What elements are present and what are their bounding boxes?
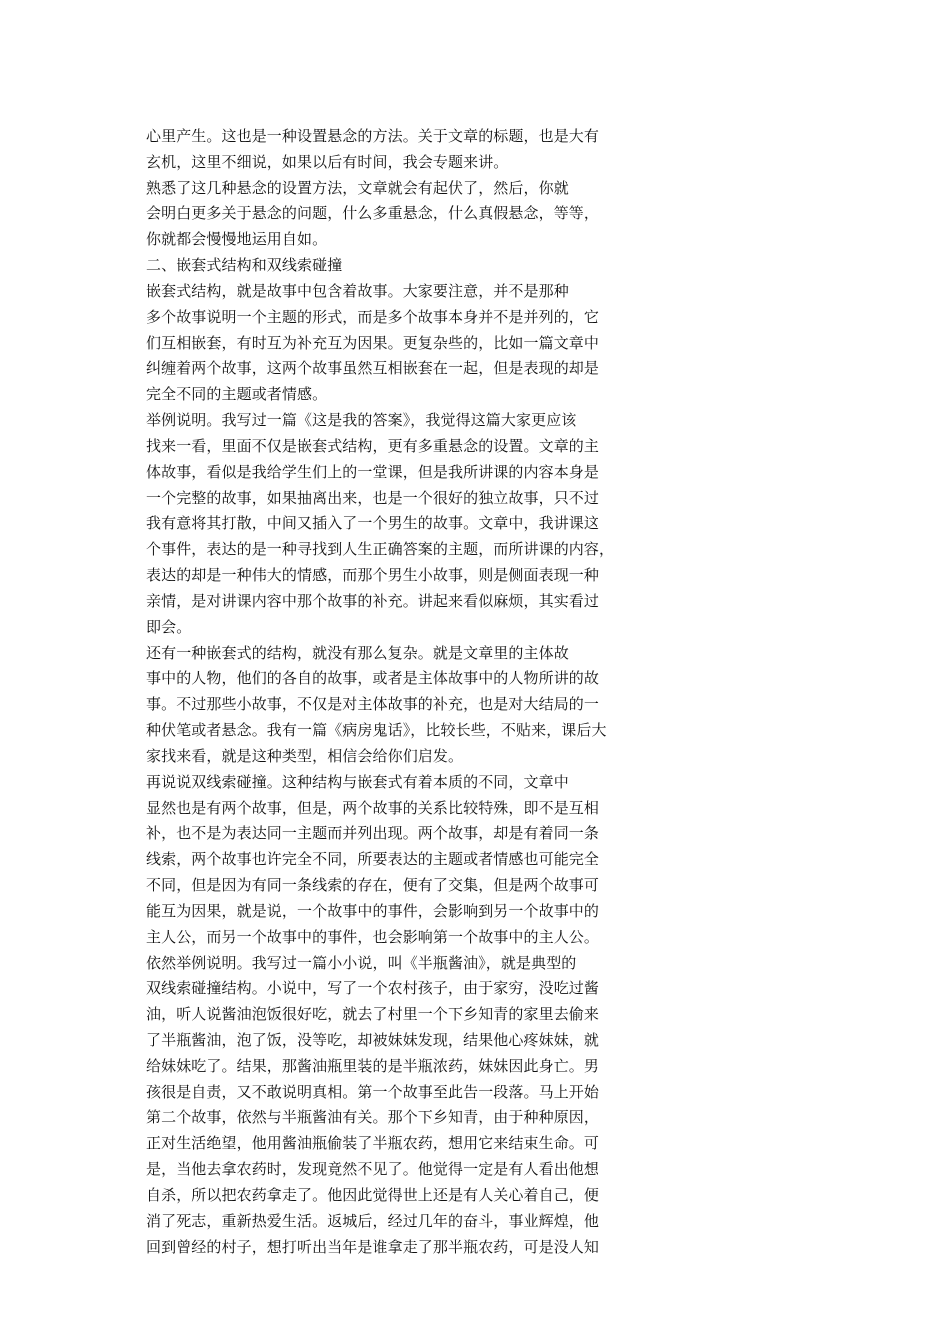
- text-line: 多个故事说明一个主题的形式，而是多个故事本身并不是并列的，它: [146, 307, 600, 326]
- text-line: 还有一种嵌套式的结构，就没有那么复杂。就是文章里的主体故: [146, 643, 569, 662]
- text-line: 种伏笔或者悬念。我有一篇《病房鬼话》，比较长些，不贴来，课后大: [146, 721, 607, 740]
- text-line: 表达的却是一种伟大的情感，而那个男生小故事，则是侧面表现一种: [146, 566, 600, 585]
- text-line: 是，当他去拿农药时，发现竟然不见了。他觉得一定是有人看出他想: [146, 1160, 600, 1179]
- text-line: 个事件，表达的是一种寻找到人生正确答案的主题，而所讲课的内容，: [146, 540, 615, 559]
- text-line: 能互为因果，就是说，一个故事中的事件，会影响到另一个故事中的: [146, 901, 600, 920]
- text-line: 一个完整的故事，如果抽离出来，也是一个很好的独立故事，只不过: [146, 488, 600, 507]
- text-line: 事。不过那些小故事，不仅是对主体故事的补充，也是对大结局的一: [146, 695, 600, 714]
- text-line: 线索，两个故事也许完全不同，所要表达的主题或者情感也可能完全: [146, 850, 600, 869]
- text-line: 补，也不是为表达同一主题而并列出现。两个故事，却是有着同一条: [146, 824, 600, 843]
- text-line: 熟悉了这几种悬念的设置方法，文章就会有起伏了，然后，你就: [146, 178, 569, 197]
- text-line: 心里产生。这也是一种设置悬念的方法。关于文章的标题，也是大有: [146, 127, 600, 145]
- text-line: 家找来看，就是这种类型，相信会给你们启发。: [146, 746, 464, 765]
- text-line: 玄机，这里不细说，如果以后有时间，我会专题来讲。: [146, 152, 509, 171]
- text-line: 完全不同的主题或者情感。: [146, 385, 328, 404]
- text-line: 消了死志，重新热爱生活。返城后，经过几年的奋斗，事业辉煌，他: [146, 1211, 600, 1230]
- text-line: 体故事，看似是我给学生们上的一堂课，但是我所讲课的内容本身是: [146, 462, 600, 481]
- text-line: 事中的人物，他们的各自的故事，或者是主体故事中的人物所讲的故: [146, 669, 600, 688]
- text-line: 主人公，而另一个故事中的事件，也会影响第一个故事中的主人公。: [146, 927, 600, 946]
- text-line: 嵌套式结构，就是故事中包含着故事。大家要注意，并不是那种: [146, 281, 569, 300]
- text-line: 了半瓶酱油，泡了饭，没等吃，却被妹妹发现，结果他心疼妹妹，就: [146, 1030, 600, 1049]
- text-line: 回到曾经的村子，想打听出当年是谁拿走了那半瓶农药，可是没人知: [146, 1237, 600, 1256]
- text-line: 你就都会慢慢地运用自如。: [146, 230, 328, 249]
- text-line: 正对生活绝望，他用酱油瓶偷装了半瓶农药，想用它来结束生命。可: [146, 1134, 600, 1153]
- text-line: 油，听人说酱油泡饭很好吃，就去了村里一个下乡知青的家里去偷来: [146, 1005, 600, 1024]
- text-line: 孩很是自责，又不敢说明真相。第一个故事至此告一段落。马上开始: [146, 1082, 600, 1101]
- text-line: 二、嵌套式结构和双线索碰撞: [146, 256, 343, 275]
- text-line: 给妹妹吃了。结果，那酱油瓶里装的是半瓶浓药，妹妹因此身亡。男: [146, 1056, 600, 1075]
- text-line: 显然也是有两个故事，但是，两个故事的关系比较特殊，即不是互相: [146, 798, 600, 817]
- text-line: 亲情，是对讲课内容中那个故事的补充。讲起来看似麻烦，其实看过: [146, 591, 600, 610]
- text-line: 我有意将其打散，中间又插入了一个男生的故事。文章中，我讲课这: [146, 514, 600, 533]
- document-body: [146, 124, 686, 1260]
- text-line: 第二个故事，依然与半瓶酱油有关。那个下乡知青，由于种种原因，: [146, 1108, 600, 1127]
- text-line: 即会。: [146, 617, 192, 636]
- text-line: 找来一看，里面不仅是嵌套式结构，更有多重悬念的设置。文章的主: [146, 436, 600, 455]
- text-line: 会明白更多关于悬念的问题，什么多重悬念，什么真假悬念，等等，: [146, 204, 600, 223]
- text-line: 依然举例说明。我写过一篇小小说，叫《半瓶酱油》，就是典型的: [146, 953, 577, 972]
- text-line: 双线索碰撞结构。小说中，写了一个农村孩子，由于家穷，没吃过酱: [146, 979, 600, 998]
- text-line: 举例说明。我写过一篇《这是我的答案》，我觉得这篇大家更应该: [146, 411, 577, 430]
- text-line: 自杀，所以把农药拿走了。他因此觉得世上还是有人关心着自己，便: [146, 1185, 600, 1204]
- text-line: 纠缠着两个故事，这两个故事虽然互相嵌套在一起，但是表现的却是: [146, 359, 600, 378]
- text-line: 们互相嵌套，有时互为补充互为因果。更复杂些的，比如一篇文章中: [146, 333, 600, 352]
- text-line: 不同，但是因为有同一条线索的存在，便有了交集，但是两个故事可: [146, 876, 600, 895]
- text-line: 再说说双线索碰撞。这种结构与嵌套式有着本质的不同，文章中: [146, 772, 569, 791]
